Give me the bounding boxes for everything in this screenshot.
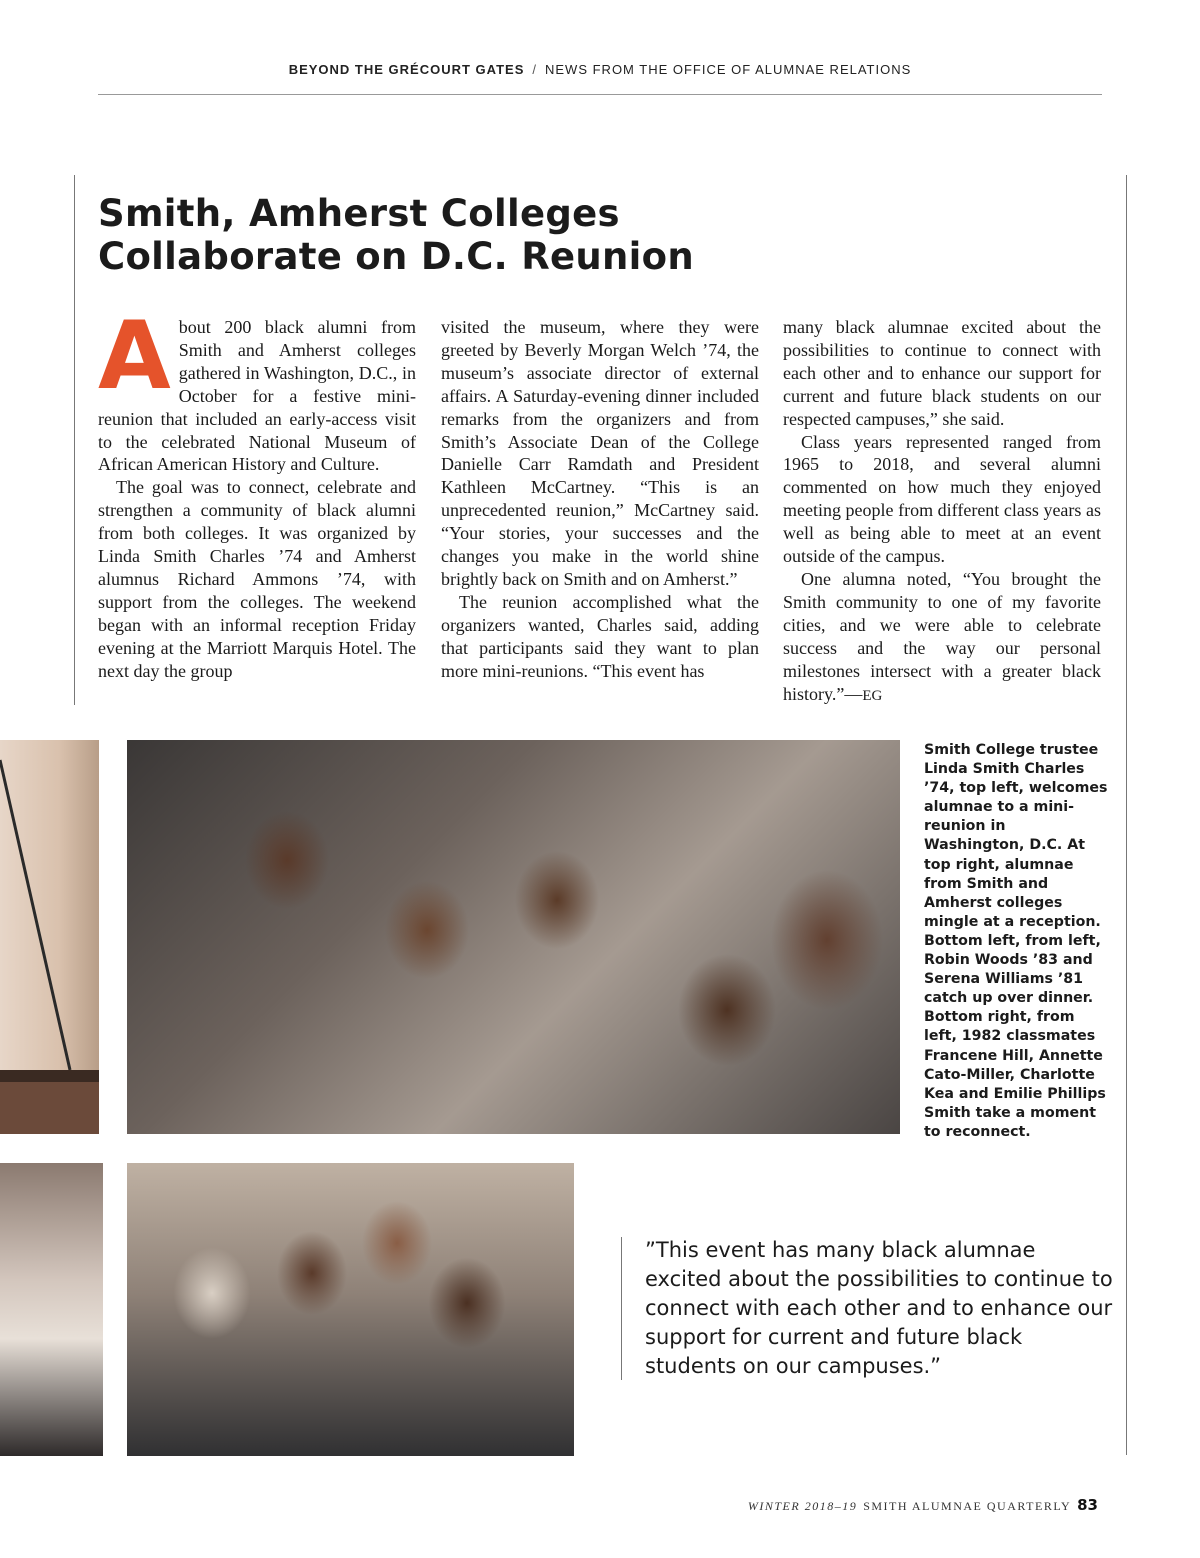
paragraph: The goal was to connect, celebrate and strengthen a community of black alumni from both colleges. It was organized by Linda Smith Charles ’74 and Amherst alumnus Richard Ammons ’74, with support from the colleges. The weekend began with an informal reception Friday evening at the Marriott Marquis Hotel. The next day the group [98,477,416,681]
pull-quote-rule [621,1237,622,1380]
header-separator: / [532,62,537,77]
paragraph: many black alumnae excited about the possibilities to continue to connect with each other and to enhance our support for current and future black students on our respected campuses,” she said. [783,317,1101,429]
article-column-2 [441,316,759,683]
header-rule [98,94,1102,95]
running-header [98,62,1102,77]
paragraph-text: One alumna noted, “You brought the Smith community to one of my favorite cities, and we were able to celebrate success and the way our personal milestones intersect with a greater black history.”— [783,568,1101,704]
magazine-name: SMITH ALUMNAE QUARTERLY [863,1499,1072,1513]
photo-classmates [127,1163,574,1456]
article-column-3 [783,316,1101,707]
article-column-1 [98,302,416,683]
photo-dinner-tables [0,1163,103,1456]
headline-line-1: Smith, Amherst Colleges [98,192,620,235]
page-footer [748,1496,1098,1514]
left-column-rule [74,175,75,705]
podium-microphone-icon [0,740,99,1134]
pull-quote: ”This event has many black alumnae excited about the possibilities to continue to connect with each other and to enhance our support for current and future black students on our campuses.” [645,1238,1113,1378]
photo-speaker-podium [0,740,99,1134]
article-headline [98,192,818,278]
paragraph-text: bout 200 black alumni from Smith and Amherst colleges gathered in Washington, D.C., in October for a festive mini-reunion that included an early-access visit to the celebrated National Museum of African American History and Culture. [98,317,416,475]
subsection-title: NEWS FROM THE OFFICE OF ALUMNAE RELATIONS [545,62,912,77]
headline-line-2: Collaborate on D.C. Reunion [98,235,694,278]
author-signature: EG [862,687,883,704]
drop-cap: A [98,302,171,411]
paragraph: visited the museum, where they were greeted by Beverly Morgan Welch ’74, the museum’s associate director of external affairs. A Saturday-evening dinner included remarks from the organizers and from Smith’s Associate Dean of the College Danielle Carr Ramdath and President Kathleen McCartney. “This is an unprecedented reunion,” McCartney said. “Your stories, your successes and the changes you make in the world shine brightly back on Smith and on Amherst.” [441,317,759,589]
page-number: 83 [1077,1496,1098,1514]
paragraph [98,302,416,476]
paragraph [783,568,1101,707]
right-column-rule [1126,175,1127,1455]
section-title: BEYOND THE GRÉCOURT GATES [288,62,525,77]
paragraph: Class years represented ranged from 1965 to 2018, and several alumni commented on how much they enjoyed meeting people from different class years as well as being able to meet at an event outside of the campus. [783,431,1101,567]
photo-caption: Smith College trustee Linda Smith Charles ’74, top left, welcomes alumnae to a mini-reunion in Washington, D.C. At top right, alumnae from Smith and Amherst colleges mingle at a reception. Bottom left, from left, Robin Woods ’83 and Serena Williams ’81 catch up over dinner. Bottom right, from left, 1982 classmates Francene Hill, Annette Cato-Miller, Charlotte Kea and Emilie Phillips Smith take a moment to reconnect. [924,742,1108,1140]
issue-season: WINTER 2018–19 [747,1499,858,1513]
photo-reception-group [127,740,900,1134]
paragraph: The reunion accomplished what the organizers wanted, Charles said, adding that participants said they want to plan more mini-reunions. “This event has [441,591,759,681]
